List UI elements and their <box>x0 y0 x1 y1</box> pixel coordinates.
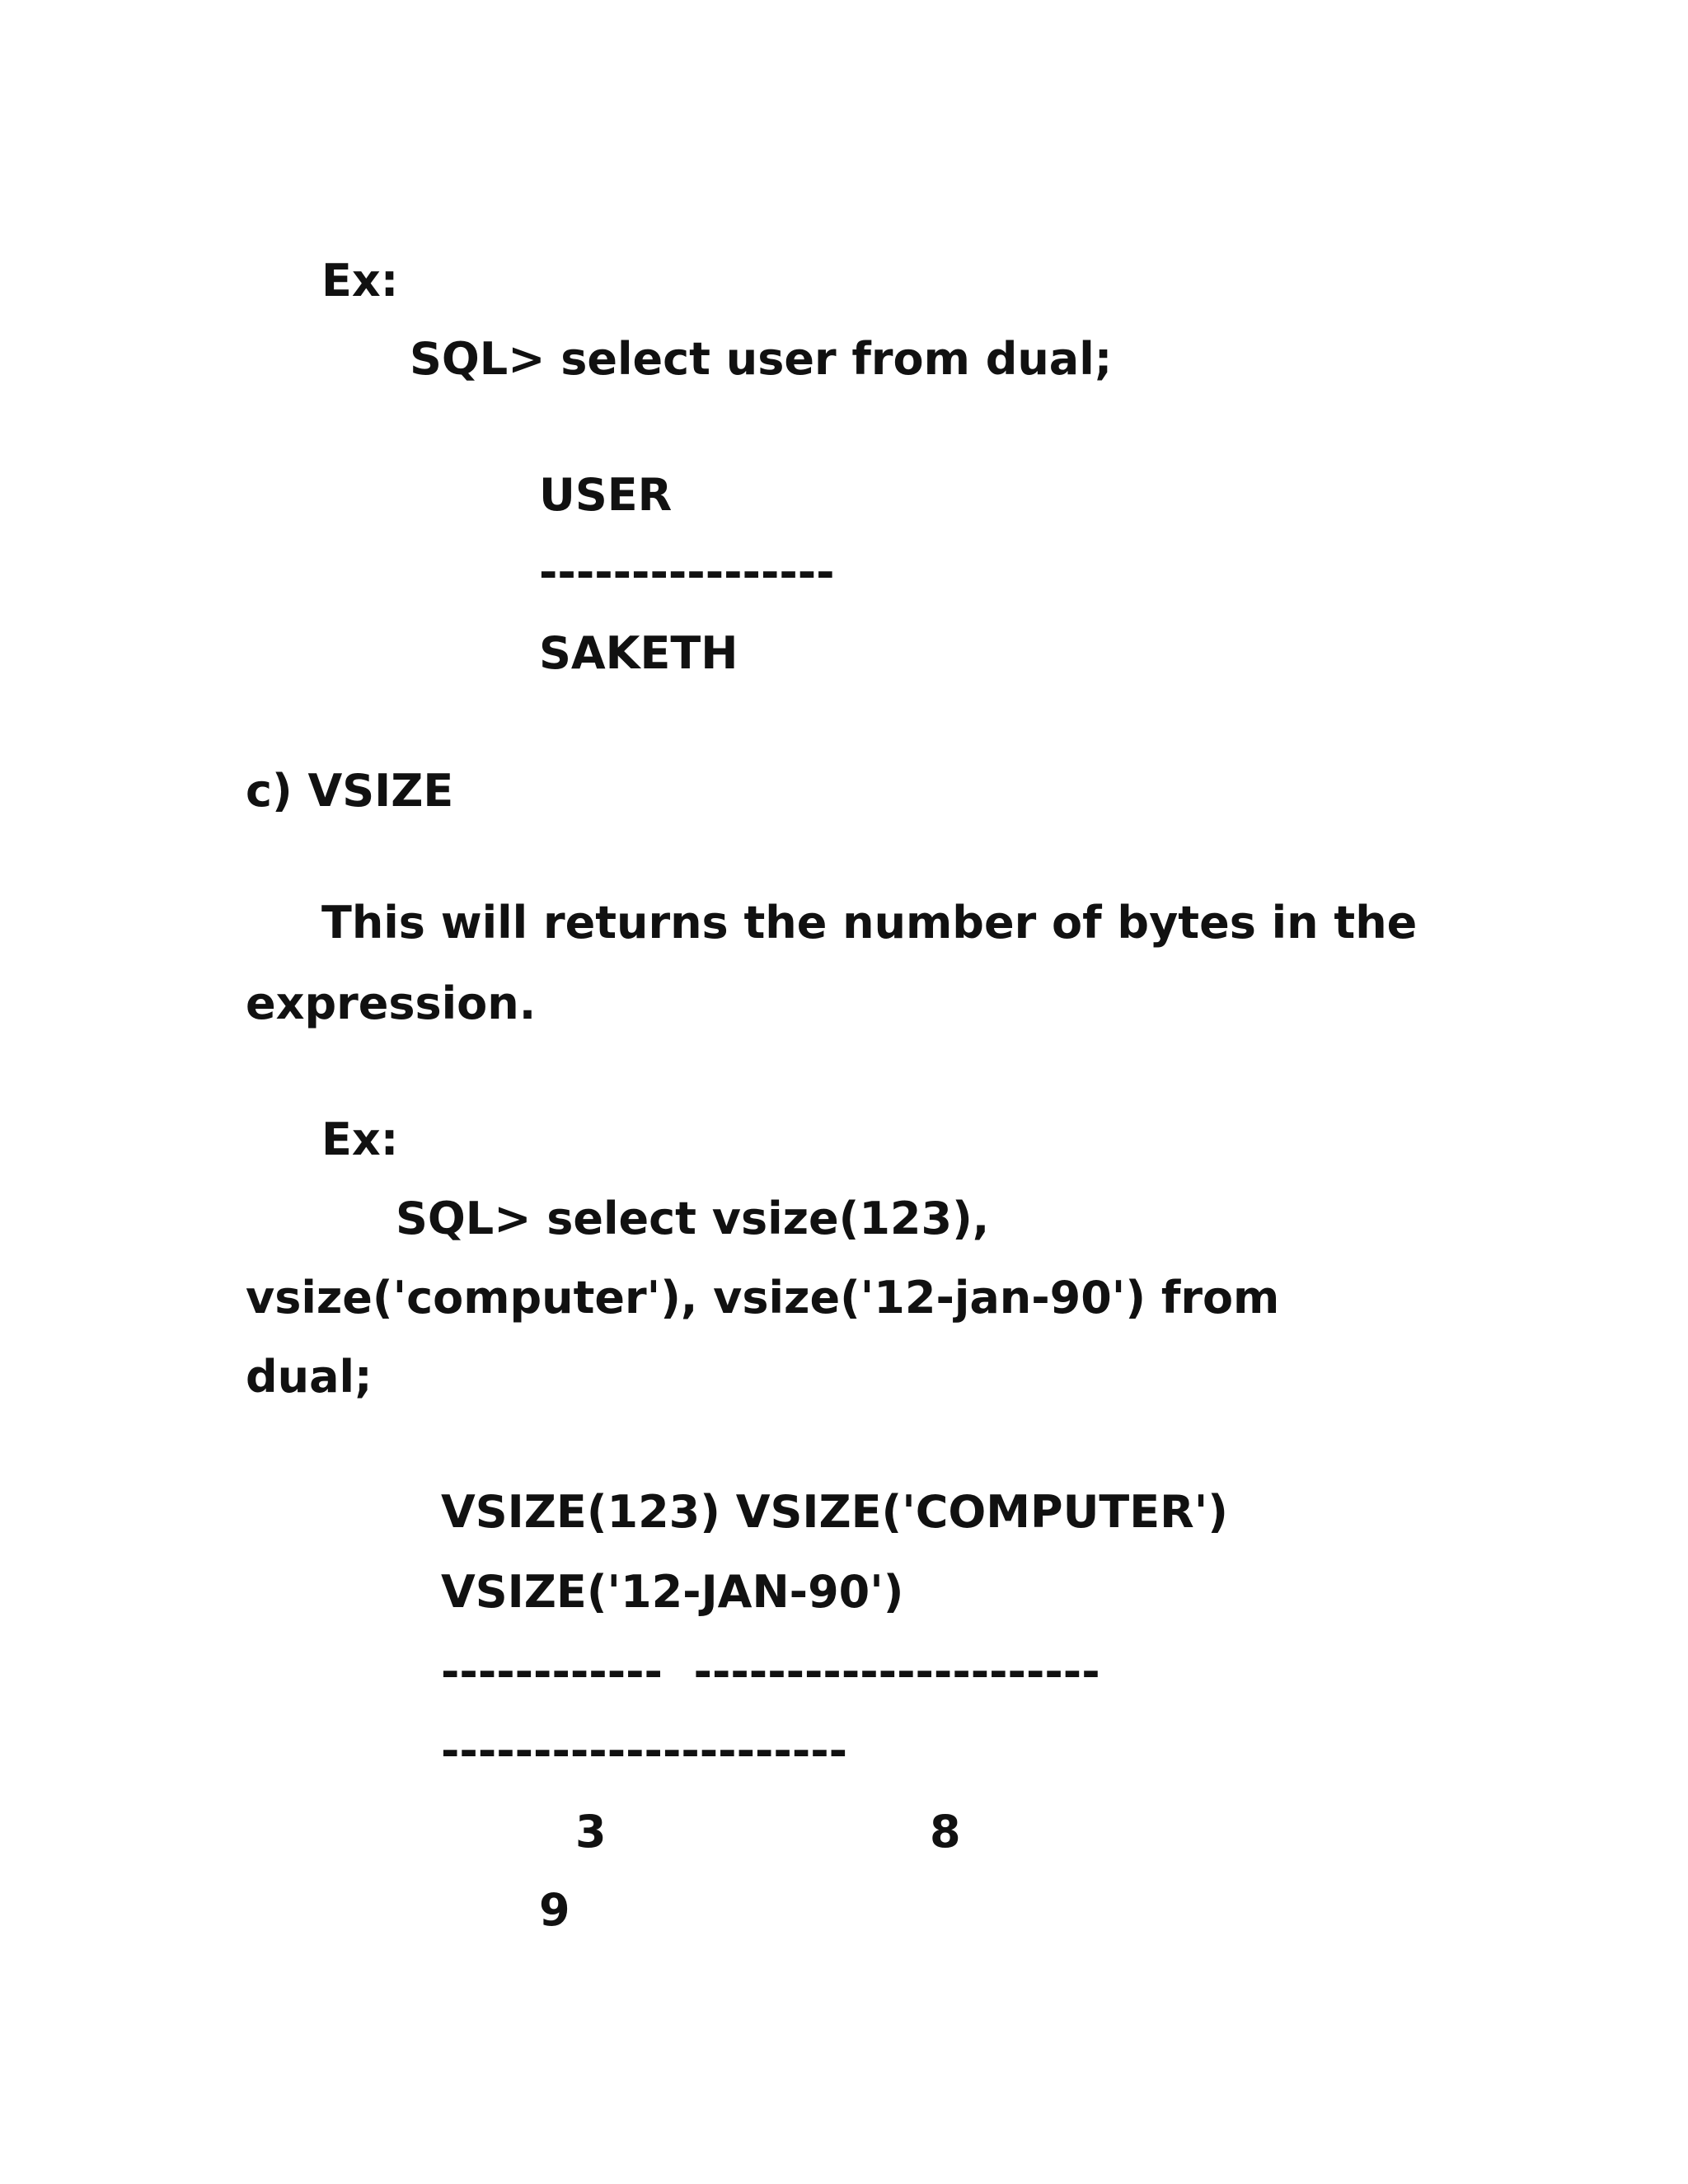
ex2-output-header-line-2: VSIZE('12-JAN-90') <box>441 1566 904 1618</box>
ex1-output-header: USER <box>539 469 673 521</box>
ex1-output-value: SAKETH <box>539 627 738 679</box>
ex1-sql-command: SQL> select user from dual; <box>410 333 1113 385</box>
ex2-sql-command-line-2: vsize('computer'), vsize('12-jan-90') from <box>246 1272 1280 1324</box>
ex2-sql-command-line-1: SQL> select vsize(123), <box>396 1193 990 1244</box>
ex2-label: Ex: <box>321 1113 399 1165</box>
ex2-output-divider-line-1: ------------ ---------------------- <box>441 1646 1100 1698</box>
section-description-line-2: expression. <box>246 977 537 1029</box>
section-heading: c) VSIZE <box>246 765 454 817</box>
ex2-sql-command-line-3: dual; <box>246 1351 373 1403</box>
ex1-output-divider: ---------------- <box>539 546 835 598</box>
ex2-value-vsize-date: 9 <box>539 1884 570 1936</box>
section-description-line-1: This will returns the number of bytes in the <box>321 897 1418 949</box>
ex1-label: Ex: <box>321 255 399 307</box>
ex2-value-vsize-computer: 8 <box>930 1806 961 1858</box>
ex2-output-divider-line-2: ---------------------- <box>441 1725 848 1777</box>
ex2-value-vsize-123: 3 <box>575 1806 607 1858</box>
ex2-output-header-line-1: VSIZE(123) VSIZE('COMPUTER') <box>441 1486 1228 1538</box>
